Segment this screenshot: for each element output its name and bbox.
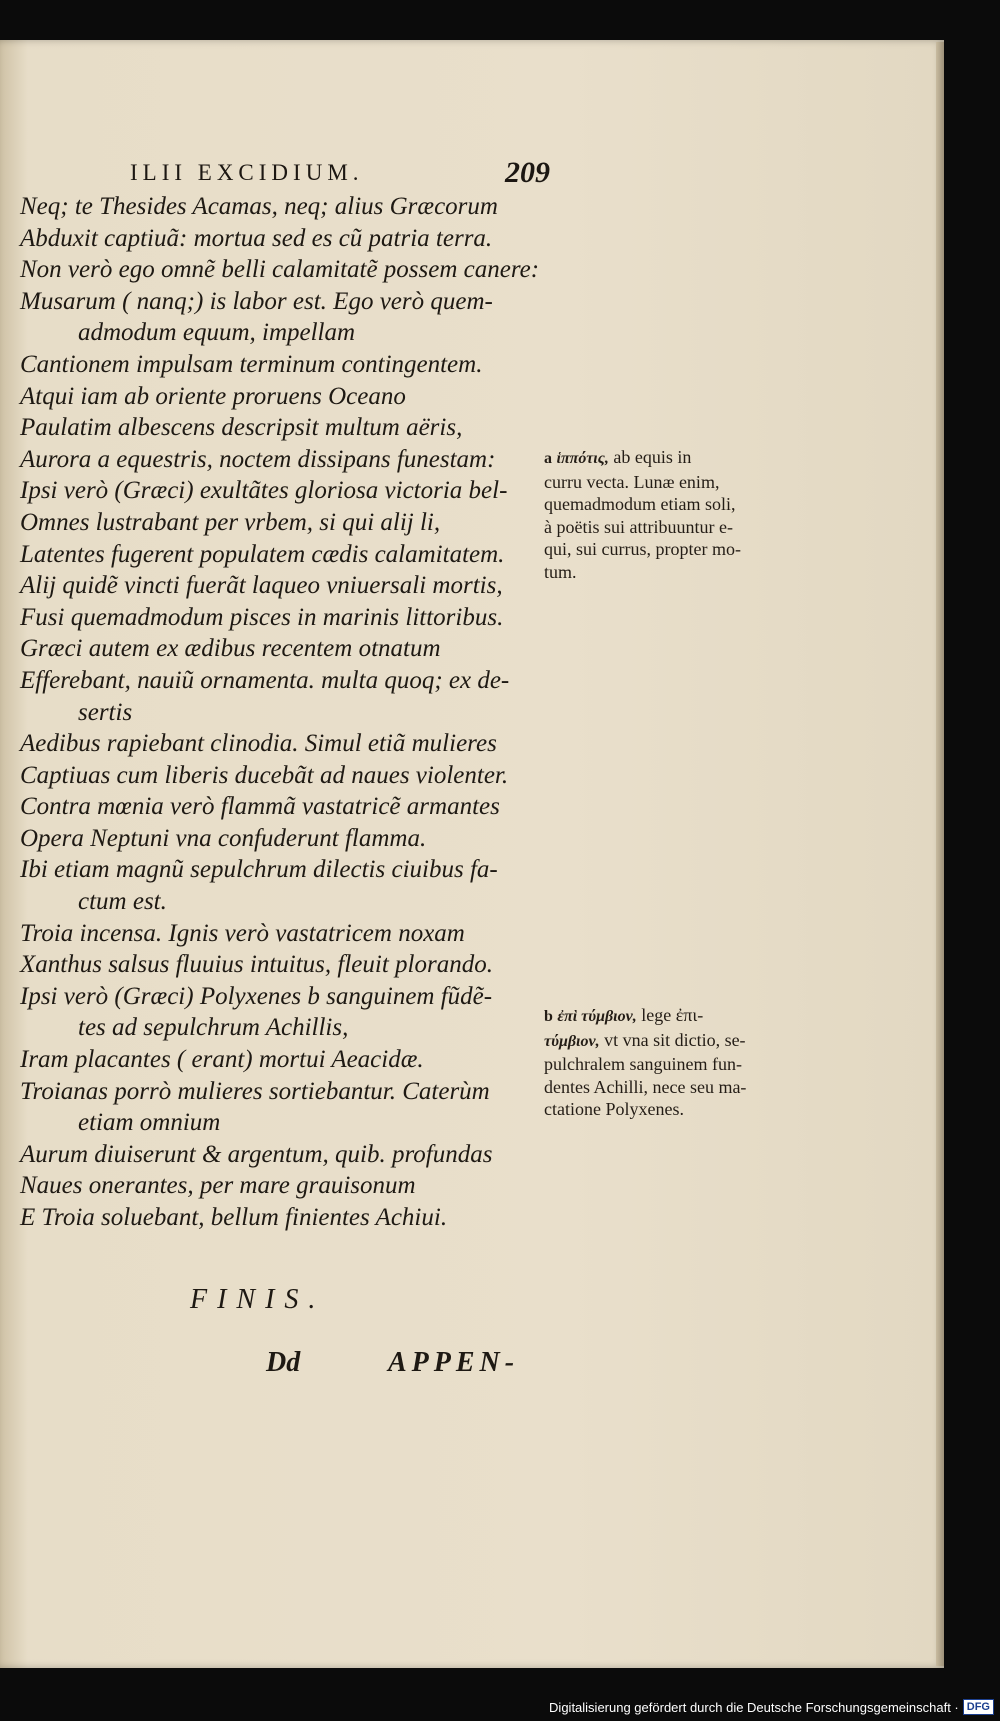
text-line: Omnes lustrabant per vrbem, si qui alij li, xyxy=(20,508,441,536)
text-line: sertis xyxy=(78,698,133,726)
margin-note-line: quemadmodum etiam soli, xyxy=(544,494,736,514)
footer-text: Digitalisierung gefördert durch die Deutsche Forschungsgemeinschaft · xyxy=(549,1699,959,1715)
text-line: admodum equum, impellam xyxy=(78,319,356,347)
text-line: Atqui iam ab oriente proruens Oceano xyxy=(20,382,406,410)
text-line: Ipsi verò (Græci) exultãtes gloriosa victoria bel- xyxy=(20,477,508,505)
note-mark: b xyxy=(544,1008,553,1025)
finis-text: FINIS. xyxy=(190,1284,326,1315)
margin-note-line: curru vecta. Lunæ enim, xyxy=(544,471,720,492)
margin-note-b xyxy=(544,1004,779,1121)
note-text: lege ἐπι- xyxy=(641,1005,704,1025)
catchword: APPEN- xyxy=(388,1347,520,1378)
text-line: Aedibus rapiebant clinodia. Simul etiã mulieres xyxy=(20,730,497,758)
dfg-logo: DFG xyxy=(963,1699,994,1715)
margin-note-line xyxy=(544,1004,779,1029)
text-line: Paulatim albescens descripsit multum aëris, xyxy=(20,414,463,442)
margin-note-line: pulchralem sanguinem fun- xyxy=(544,1054,742,1074)
text-line: Troianas porrò mulieres sortiebantur. Caterùm xyxy=(20,1077,490,1105)
text-line: Latentes fugerent populatem cædis calamitatem. xyxy=(20,540,505,568)
text-line: Opera Neptuni vna confuderunt flamma. xyxy=(20,824,427,852)
text-line: etiam omnium xyxy=(78,1109,221,1137)
text-line: Aurum diuiserunt & argentum, quib. profundas xyxy=(20,1140,493,1168)
signature-mark: Dd xyxy=(266,1347,301,1378)
margin-note-line: qui, sui currus, propter mo- xyxy=(544,539,741,559)
greek-term: ἱππότις, xyxy=(556,450,609,467)
margin-note-line xyxy=(544,446,779,471)
margin-note-a xyxy=(544,446,779,583)
margin-note-line: à poëtis sui attribuuntur e- xyxy=(544,516,733,537)
greek-term: τύμβιον, xyxy=(544,1032,600,1050)
text-line: Contra mœnia verò flammã vastatricẽ armantes xyxy=(20,793,500,821)
text-line: E Troia soluebant, bellum finientes Achiui. xyxy=(20,1204,448,1231)
text-line: Captiuas cum liberis ducebãt ad naues violenter. xyxy=(20,761,509,789)
margin-note-line: tum. xyxy=(544,561,577,582)
page-number: 209 xyxy=(505,156,550,189)
margin-note-line: ctatione Polyxenes. xyxy=(544,1099,684,1119)
page-header xyxy=(130,156,550,192)
text-line: Non verò ego omnẽ belli calamitatẽ possem canere: xyxy=(20,256,540,284)
text-line: Xanthus salsus fluuius intuitus, fleuit plorando. xyxy=(20,951,493,979)
text-line: ctum est. xyxy=(78,888,167,916)
text-line: Cantionem impulsam terminum contingentem. xyxy=(20,350,483,378)
text-line: Efferebant, nauiũ ornamenta. multa quoq; ex de- xyxy=(20,666,510,694)
running-head: ILII EXCIDIUM. xyxy=(130,160,364,185)
text-line: Neq; te Thesides Acamas, neq; alius Græcorum xyxy=(20,193,498,220)
note-text: vt vna sit dictio, se- xyxy=(604,1029,746,1050)
text-line: Alij quidẽ vincti fuerãt laqueo vniuersali mortis, xyxy=(20,572,503,600)
note-mark: a xyxy=(544,450,552,467)
text-line: Iram placantes ( erant) mortui Aeacidæ. xyxy=(20,1046,424,1074)
text-line: Aurora a equestris, noctem dissipans funestam: xyxy=(20,445,496,473)
text-line: tes ad sepulchrum Achillis, xyxy=(78,1014,349,1042)
text-line: Ipsi verò (Græci) Polyxenes b sanguinem fũdẽ- xyxy=(20,982,493,1010)
margin-note-line xyxy=(544,1029,779,1054)
greek-term: ἐπὶ τύμβιον, xyxy=(557,1008,637,1025)
text-line: Naues onerantes, per mare grauisonum xyxy=(20,1172,416,1200)
main-text-column xyxy=(20,191,540,1234)
footer-credit xyxy=(549,1699,994,1715)
text-line: Fusi quemadmodum pisces in marinis littoribus. xyxy=(20,603,504,631)
text-line: Troia incensa. Ignis verò vastatricem noxam xyxy=(20,919,465,947)
text-line: Græci autem ex ædibus recentem otnatum xyxy=(20,635,441,663)
text-line: Abduxit captiuã: mortua sed es cũ patria terra. xyxy=(20,224,493,252)
text-line: Ibi etiam magnũ sepulchrum dilectis ciuibus fa- xyxy=(20,856,498,884)
note-text: ab equis in xyxy=(613,447,692,467)
margin-note-line: dentes Achilli, nece seu ma- xyxy=(544,1076,747,1097)
text-line: Musarum ( nanq;) is labor est. Ego verò quem- xyxy=(20,287,493,315)
page-edge xyxy=(936,42,944,1666)
